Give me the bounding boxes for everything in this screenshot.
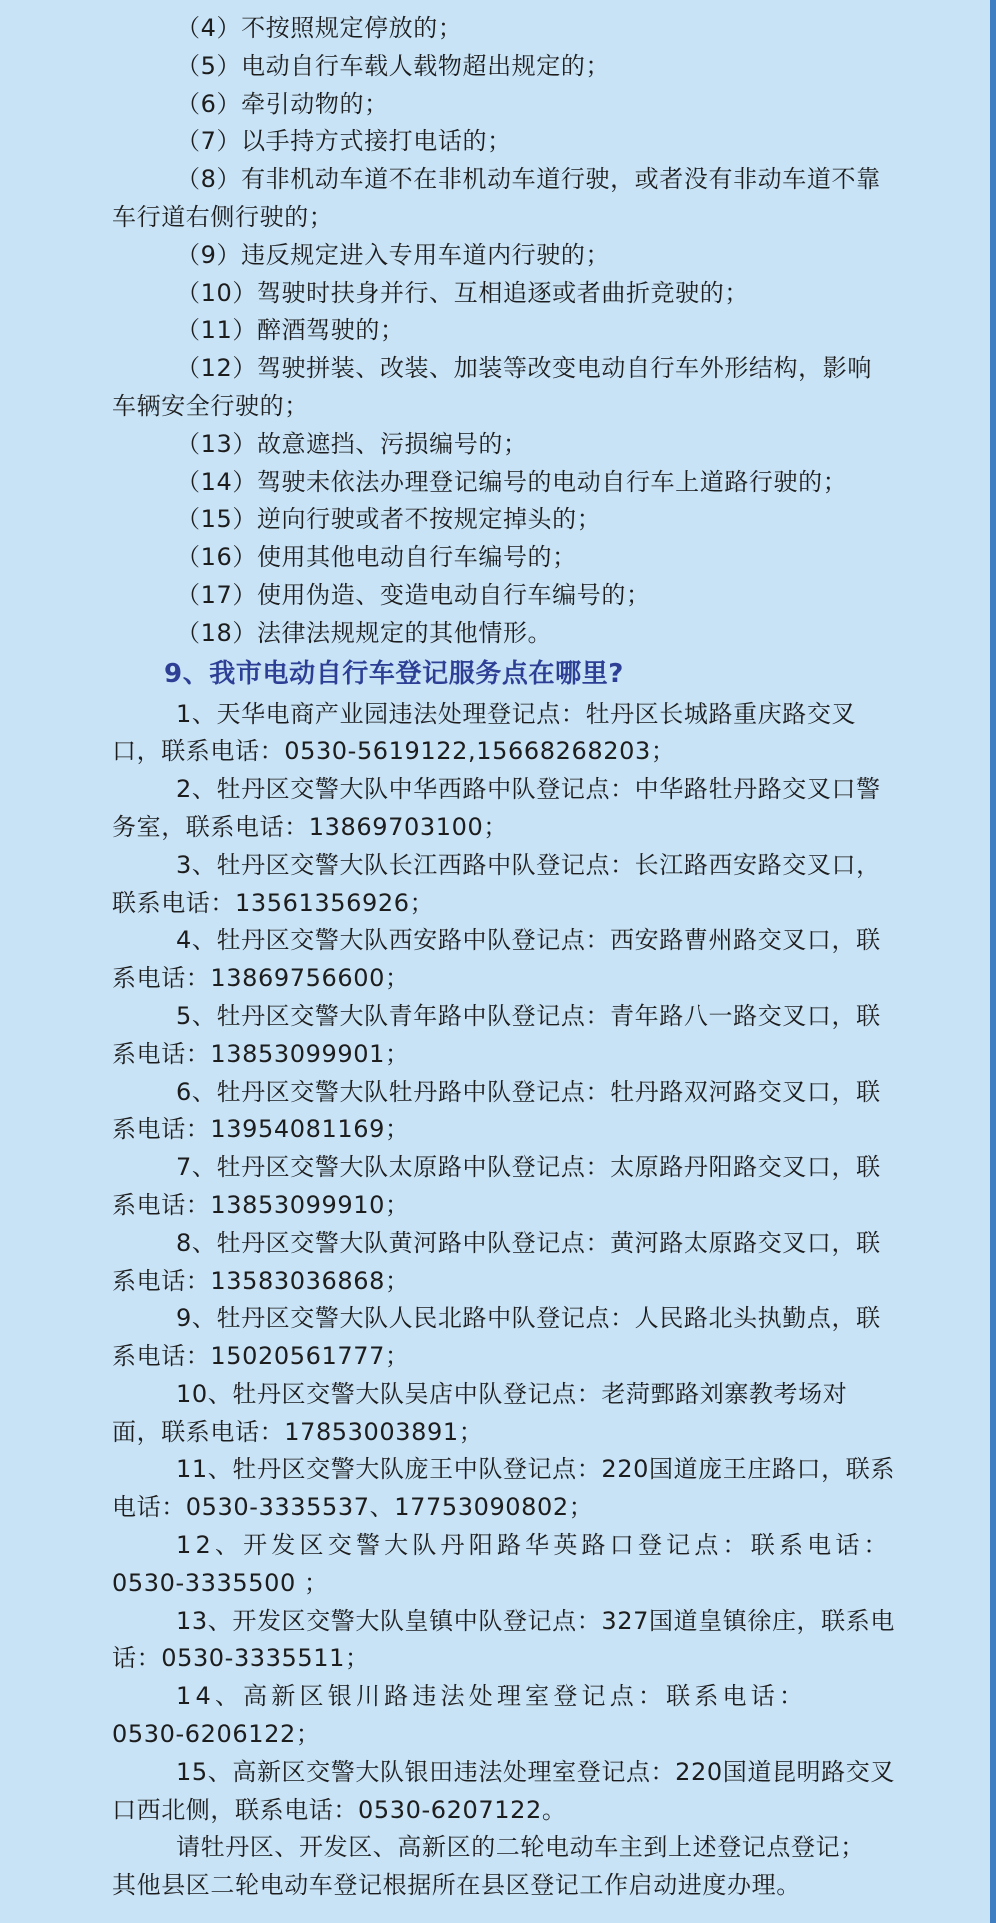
service-point-12-line-1: 12、开发区交警大队丹阳路华英路口登记点：联系电话：	[176, 1531, 892, 1560]
service-point-4-line-2: 系电话：13869756600；	[112, 964, 410, 993]
service-point-8-line-1: 8、牡丹区交警大队黄河路中队登记点：黄河路太原路交叉口，联	[176, 1228, 881, 1257]
list-item-7: （7）以手持方式接打电话的；	[176, 127, 512, 156]
service-point-14-line-1: 14、高新区银川路违法处理室登记点：联系电话：	[176, 1682, 808, 1711]
list-item-12-line-1: （12）驾驶拼装、改装、加装等改变电动自行车外形结构，影响	[176, 354, 872, 383]
service-point-5-line-2: 系电话：13853099901；	[112, 1039, 410, 1068]
service-point-15-line-2: 口西北侧，联系电话：0530-6207122。	[112, 1795, 567, 1824]
list-item-16: （16）使用其他电动自行车编号的；	[176, 543, 577, 572]
list-item-15: （15）逆向行驶或者不按规定掉头的；	[176, 505, 602, 534]
list-item-12-line-2: 车辆安全行驶的；	[112, 391, 309, 420]
service-point-11-line-1: 11、牡丹区交警大队庞王中队登记点：220国道庞王庄路口，联系	[176, 1455, 895, 1484]
list-item-10: （10）驾驶时扶身并行、互相追逐或者曲折竞驶的；	[176, 278, 749, 307]
list-item-13: （13）故意遮挡、污损编号的；	[176, 429, 528, 458]
list-item-9: （9）违反规定进入专用车道内行驶的；	[176, 240, 611, 269]
list-item-5: （5）电动自行车载人载物超出规定的；	[176, 51, 611, 80]
service-point-7-line-1: 7、牡丹区交警大队太原路中队登记点：太原路丹阳路交叉口，联	[176, 1153, 881, 1182]
service-point-10-line-2: 面，联系电话：17853003891；	[112, 1417, 484, 1446]
service-point-5-line-1: 5、牡丹区交警大队青年路中队登记点：青年路八一路交叉口，联	[176, 1001, 881, 1030]
service-point-6-line-1: 6、牡丹区交警大队牡丹路中队登记点：牡丹路双河路交叉口，联	[176, 1077, 881, 1106]
service-point-9-line-2: 系电话：15020561777；	[112, 1342, 410, 1371]
list-item-17: （17）使用伪造、变造电动自行车编号的；	[176, 580, 651, 609]
list-item-6: （6）牵引动物的；	[176, 89, 389, 118]
service-point-7-line-2: 系电话：13853099910；	[112, 1190, 410, 1219]
service-point-12-line-2: 0530-3335500 ；	[112, 1568, 329, 1597]
list-item-8-line-1: （8）有非机动车道不在非机动车道行驶，或者没有非动车道不靠	[176, 165, 881, 194]
list-item-8-line-2: 车行道右侧行驶的；	[112, 202, 334, 231]
closing-note-line-1: 请牡丹区、开发区、高新区的二轮电动车主到上述登记点登记；	[176, 1833, 865, 1862]
list-item-11: （11）醉酒驾驶的；	[176, 316, 405, 345]
service-point-15-line-1: 15、高新区交警大队银田违法处理室登记点：220国道昆明路交叉	[176, 1757, 895, 1786]
list-item-18: （18）法律法规规定的其他情形。	[176, 618, 553, 647]
service-point-13-line-2: 话：0530-3335511；	[112, 1644, 370, 1673]
service-point-13-line-1: 13、开发区交警大队皇镇中队登记点：327国道皇镇徐庄，联系电	[176, 1606, 895, 1635]
list-item-4: （4）不按照规定停放的；	[176, 14, 463, 42]
service-point-14-line-2: 0530-6206122；	[112, 1720, 321, 1749]
service-point-1-line-1: 1、天华电商产业园违法处理登记点：牡丹区长城路重庆路交叉	[176, 699, 857, 728]
service-point-3-line-1: 3、牡丹区交警大队长江西路中队登记点：长江路西安路交叉口，	[176, 850, 881, 879]
document-body	[112, 10, 920, 1905]
service-point-1-line-2: 口，联系电话：0530-5619122,15668268203；	[112, 737, 676, 766]
section-heading: 9、我市电动自行车登记服务点在哪里?	[164, 658, 624, 689]
list-item-14: （14）驾驶未依法办理登记编号的电动自行车上道路行驶的；	[176, 467, 848, 496]
service-point-3-line-2: 联系电话：13561356926；	[112, 888, 435, 917]
service-point-2-line-2: 务室，联系电话：13869703100；	[112, 812, 508, 841]
service-point-11-line-2: 电话：0530-3335537、17753090802；	[112, 1493, 594, 1522]
service-point-2-line-1: 2、牡丹区交警大队中华西路中队登记点：中华路牡丹路交叉口警	[176, 775, 881, 804]
service-point-8-line-2: 系电话：13583036868；	[112, 1266, 410, 1295]
service-point-10-line-1: 10、牡丹区交警大队吴店中队登记点：老菏鄄路刘寨教考场对	[176, 1379, 848, 1408]
service-point-9-line-1: 9、牡丹区交警大队人民北路中队登记点：人民路北头执勤点，联	[176, 1304, 881, 1333]
service-point-6-line-2: 系电话：13954081169；	[112, 1115, 410, 1144]
service-point-4-line-1: 4、牡丹区交警大队西安路中队登记点：西安路曹州路交叉口，联	[176, 926, 881, 955]
closing-note-line-2: 其他县区二轮电动车登记根据所在县区登记工作启动进度办理。	[112, 1871, 801, 1900]
